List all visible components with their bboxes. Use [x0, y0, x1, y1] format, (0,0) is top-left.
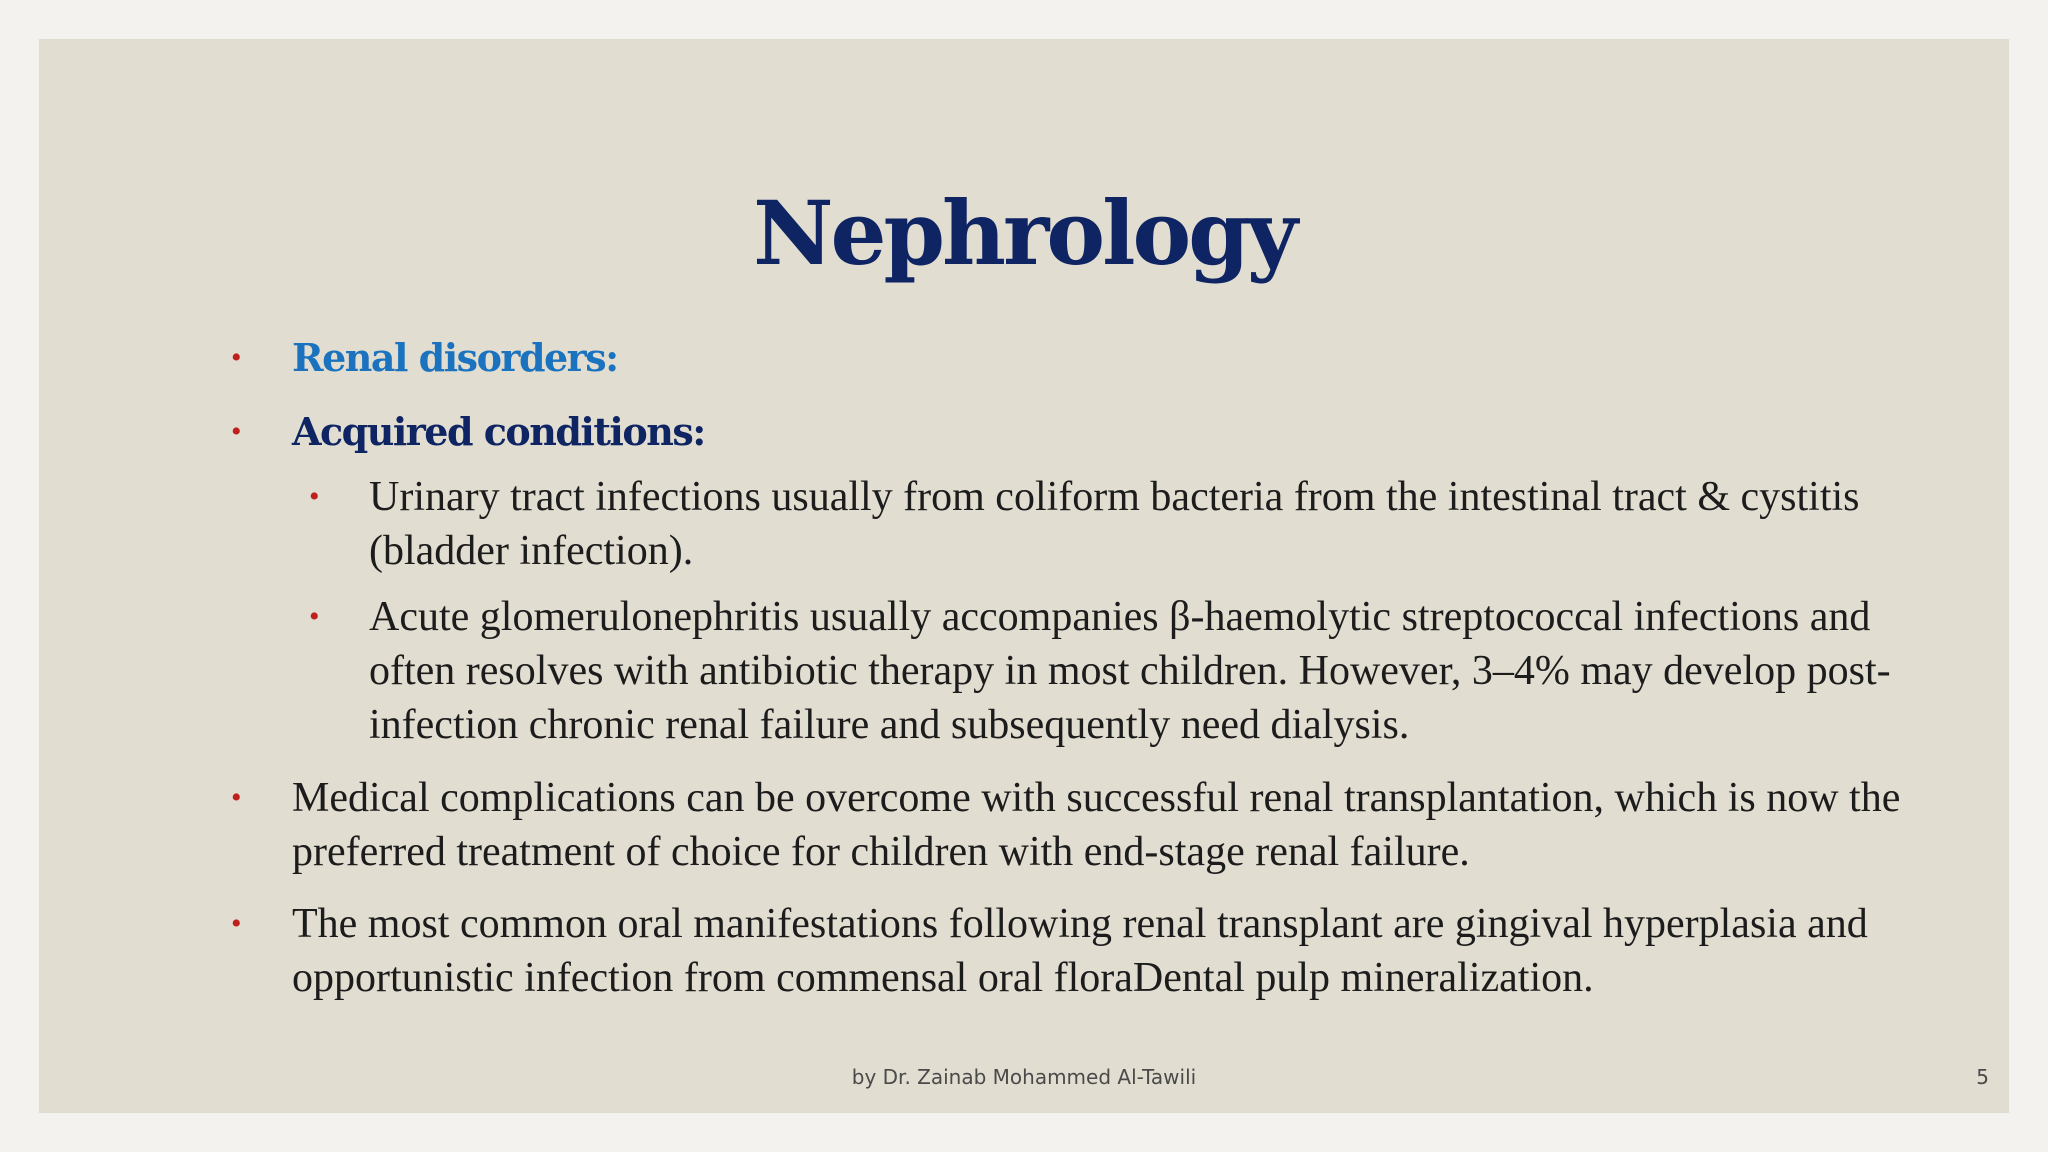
bullet-item-oral-manifestations — [189, 897, 1909, 1005]
bullet-item-renal-disorders — [189, 331, 1909, 385]
glomerulonephritis-text: Acute glomerulonephritis usually accompanies β-haemolytic streptococcal infections and often resolves with antibiotic therapy in most children. However, 3–4% may develop post-infection chronic renal failure and subsequently need dialysis. — [369, 594, 1891, 748]
slide-title: Nephrology — [753, 181, 1295, 285]
bullet-icon: • — [231, 341, 242, 374]
slide — [39, 39, 2009, 1113]
medical-complications-text: Medical complications can be overcome with successful renal transplantation, which is now the preferred treatment of choice for children with end-stage renal failure. — [292, 775, 1901, 875]
bullet-item-acquired-conditions — [189, 405, 1909, 459]
renal-disorders-heading: Renal disorders: — [292, 335, 618, 380]
bullet-icon: • — [231, 415, 242, 448]
bullet-icon: • — [309, 480, 320, 513]
uti-text: Urinary tract infections usually from coliform bacteria from the intestinal tract & cystitis (bladder infection). — [369, 474, 1860, 574]
bullet-icon: • — [231, 907, 242, 940]
page-number: 5 — [1976, 1065, 1989, 1089]
sub-bullet-item-uti — [189, 470, 1909, 578]
acquired-conditions-heading: Acquired conditions: — [292, 409, 705, 454]
oral-manifestations-text: The most common oral manifestations following renal transplant are gingival hyperplasia and opportunistic infection from commensal oral floraDental pulp mineralization. — [292, 901, 1868, 1001]
sub-bullet-item-glomerulonephritis — [189, 590, 1909, 752]
bullet-item-medical-complications — [189, 771, 1909, 879]
bullet-icon: • — [309, 600, 320, 633]
slide-body — [189, 331, 1909, 1005]
bullet-icon: • — [231, 781, 242, 814]
slide-footer: by Dr. Zainab Mohammed Al-Tawili — [851, 1065, 1197, 1089]
